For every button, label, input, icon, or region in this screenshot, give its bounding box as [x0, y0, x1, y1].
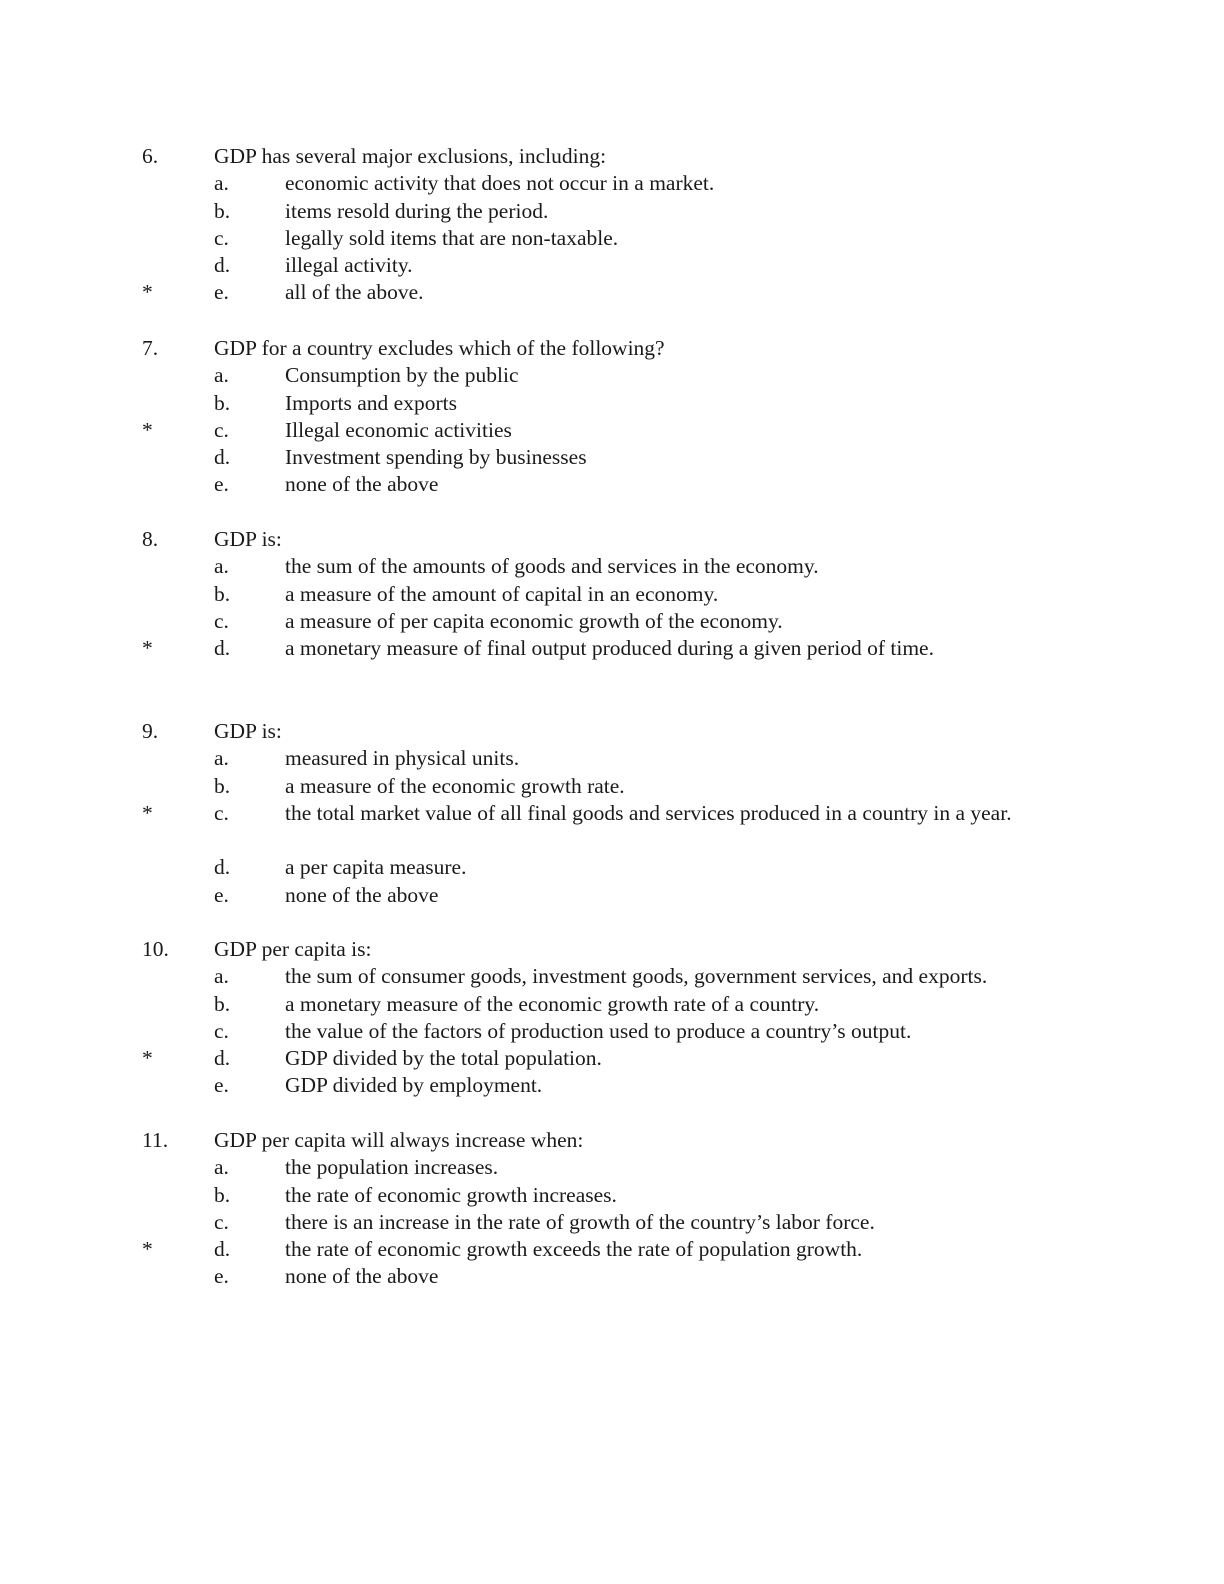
- option-c: [0, 1018, 1224, 1045]
- option-d: [0, 854, 1224, 881]
- option-text: a measure of per capita economic growth of the economy.: [285, 608, 783, 633]
- option-c: [0, 417, 1224, 444]
- option-b: [0, 773, 1224, 800]
- option-d: [0, 1045, 1224, 1072]
- option-letter: e.: [214, 882, 229, 907]
- option-letter: a.: [214, 964, 229, 989]
- option-letter: b.: [214, 991, 231, 1016]
- question-text: GDP has several major exclusions, including:: [214, 144, 607, 168]
- question-11: [0, 1127, 1224, 1291]
- option-text: Consumption by the public: [285, 363, 519, 388]
- correct-marker: *: [142, 1046, 153, 1071]
- question-9: [0, 718, 1224, 909]
- option-c: [0, 608, 1224, 635]
- option-text: a per capita measure.: [285, 855, 467, 880]
- option-letter: d.: [214, 445, 231, 470]
- option-letter: a.: [214, 171, 229, 196]
- option-text: illegal activity.: [285, 253, 413, 278]
- option-text: the population increases.: [285, 1155, 499, 1180]
- option-letter: c.: [214, 225, 229, 250]
- option-text: Imports and exports: [285, 390, 457, 415]
- correct-marker: *: [142, 280, 153, 305]
- option-text: a measure of the economic growth rate.: [285, 773, 625, 798]
- option-text: none of the above: [285, 472, 439, 497]
- option-text: economic activity that does not occur in a market.: [285, 171, 715, 196]
- option-letter: a.: [214, 746, 229, 771]
- option-letter: b.: [214, 581, 231, 606]
- correct-marker: *: [142, 1237, 153, 1262]
- question-text: GDP is:: [214, 527, 282, 551]
- question-10: [0, 936, 1224, 1100]
- question-text: GDP is:: [214, 719, 282, 743]
- option-letter: a.: [214, 554, 229, 579]
- option-letter: d.: [214, 253, 231, 278]
- option-text: the rate of economic growth increases.: [285, 1182, 617, 1207]
- option-c: [0, 1209, 1224, 1236]
- option-b: [0, 390, 1224, 417]
- option-text: GDP divided by the total population.: [285, 1046, 602, 1071]
- option-e: [0, 279, 1224, 306]
- question-number: 6.: [142, 144, 159, 168]
- option-text: the rate of economic growth exceeds the rate of population growth.: [285, 1237, 863, 1262]
- option-b: [0, 1182, 1224, 1209]
- option-a: [0, 170, 1224, 197]
- option-text: items resold during the period.: [285, 198, 549, 223]
- option-letter: c.: [214, 608, 229, 633]
- option-text: none of the above: [285, 882, 439, 907]
- option-text: the value of the factors of production used to produce a country’s output.: [285, 1018, 912, 1043]
- option-e: [0, 1263, 1224, 1290]
- option-e: [0, 882, 1224, 909]
- option-e: [0, 471, 1224, 498]
- option-text: Investment spending by businesses: [285, 445, 587, 470]
- option-letter: d.: [214, 1046, 231, 1071]
- option-letter: c.: [214, 800, 229, 825]
- option-letter: c.: [214, 1018, 229, 1043]
- option-letter: d.: [214, 1237, 231, 1262]
- question-8: [0, 526, 1224, 690]
- option-e: [0, 1072, 1224, 1099]
- option-d: [0, 444, 1224, 471]
- option-text: the sum of consumer goods, investment goods, government services, and exports.: [285, 964, 988, 989]
- option-text: the total market value of all final goods and services produced in a country in a year.: [285, 800, 1012, 825]
- option-text: none of the above: [285, 1264, 439, 1289]
- option-d: [0, 635, 1224, 690]
- question-number: 9.: [142, 719, 159, 743]
- option-a: [0, 1154, 1224, 1181]
- option-text: Illegal economic activities: [285, 417, 512, 442]
- option-a: [0, 963, 1224, 990]
- option-a: [0, 553, 1224, 580]
- option-letter: e.: [214, 280, 229, 305]
- correct-marker: *: [142, 417, 153, 442]
- option-text: GDP divided by employment.: [285, 1073, 543, 1098]
- option-c: [0, 800, 1224, 855]
- option-text: a measure of the amount of capital in an economy.: [285, 581, 719, 606]
- option-letter: a.: [214, 1155, 229, 1180]
- question-7: [0, 335, 1224, 499]
- option-letter: a.: [214, 363, 229, 388]
- option-letter: c.: [214, 1209, 229, 1234]
- option-letter: d.: [214, 855, 231, 880]
- option-b: [0, 198, 1224, 225]
- option-text: the sum of the amounts of goods and services in the economy.: [285, 554, 819, 579]
- option-a: [0, 745, 1224, 772]
- correct-marker: *: [142, 636, 153, 661]
- question-6: [0, 143, 1224, 307]
- question-text: GDP per capita will always increase when:: [214, 1128, 584, 1152]
- option-text: there is an increase in the rate of growth of the country’s labor force.: [285, 1209, 875, 1234]
- option-letter: e.: [214, 1264, 229, 1289]
- option-text: a monetary measure of the economic growth rate of a country.: [285, 991, 820, 1016]
- question-number: 10.: [142, 937, 169, 961]
- option-text: all of the above.: [285, 280, 424, 305]
- option-b: [0, 991, 1224, 1018]
- question-text: GDP for a country excludes which of the following?: [214, 336, 665, 360]
- option-letter: b.: [214, 390, 231, 415]
- option-d: [0, 1236, 1224, 1263]
- option-d: [0, 252, 1224, 279]
- option-a: [0, 362, 1224, 389]
- option-letter: c.: [214, 417, 229, 442]
- option-letter: e.: [214, 472, 229, 497]
- option-letter: b.: [214, 1182, 231, 1207]
- option-text: measured in physical units.: [285, 746, 520, 771]
- option-text: a monetary measure of final output produced during a given period of time.: [285, 636, 934, 661]
- option-letter: b.: [214, 773, 231, 798]
- option-c: [0, 225, 1224, 252]
- option-letter: b.: [214, 198, 231, 223]
- option-b: [0, 581, 1224, 608]
- question-number: 8.: [142, 527, 159, 551]
- question-number: 11.: [142, 1128, 169, 1152]
- option-letter: d.: [214, 636, 231, 661]
- question-text: GDP per capita is:: [214, 937, 372, 961]
- question-number: 7.: [142, 336, 159, 360]
- option-text: legally sold items that are non-taxable.: [285, 225, 619, 250]
- option-letter: e.: [214, 1073, 229, 1098]
- correct-marker: *: [142, 800, 153, 825]
